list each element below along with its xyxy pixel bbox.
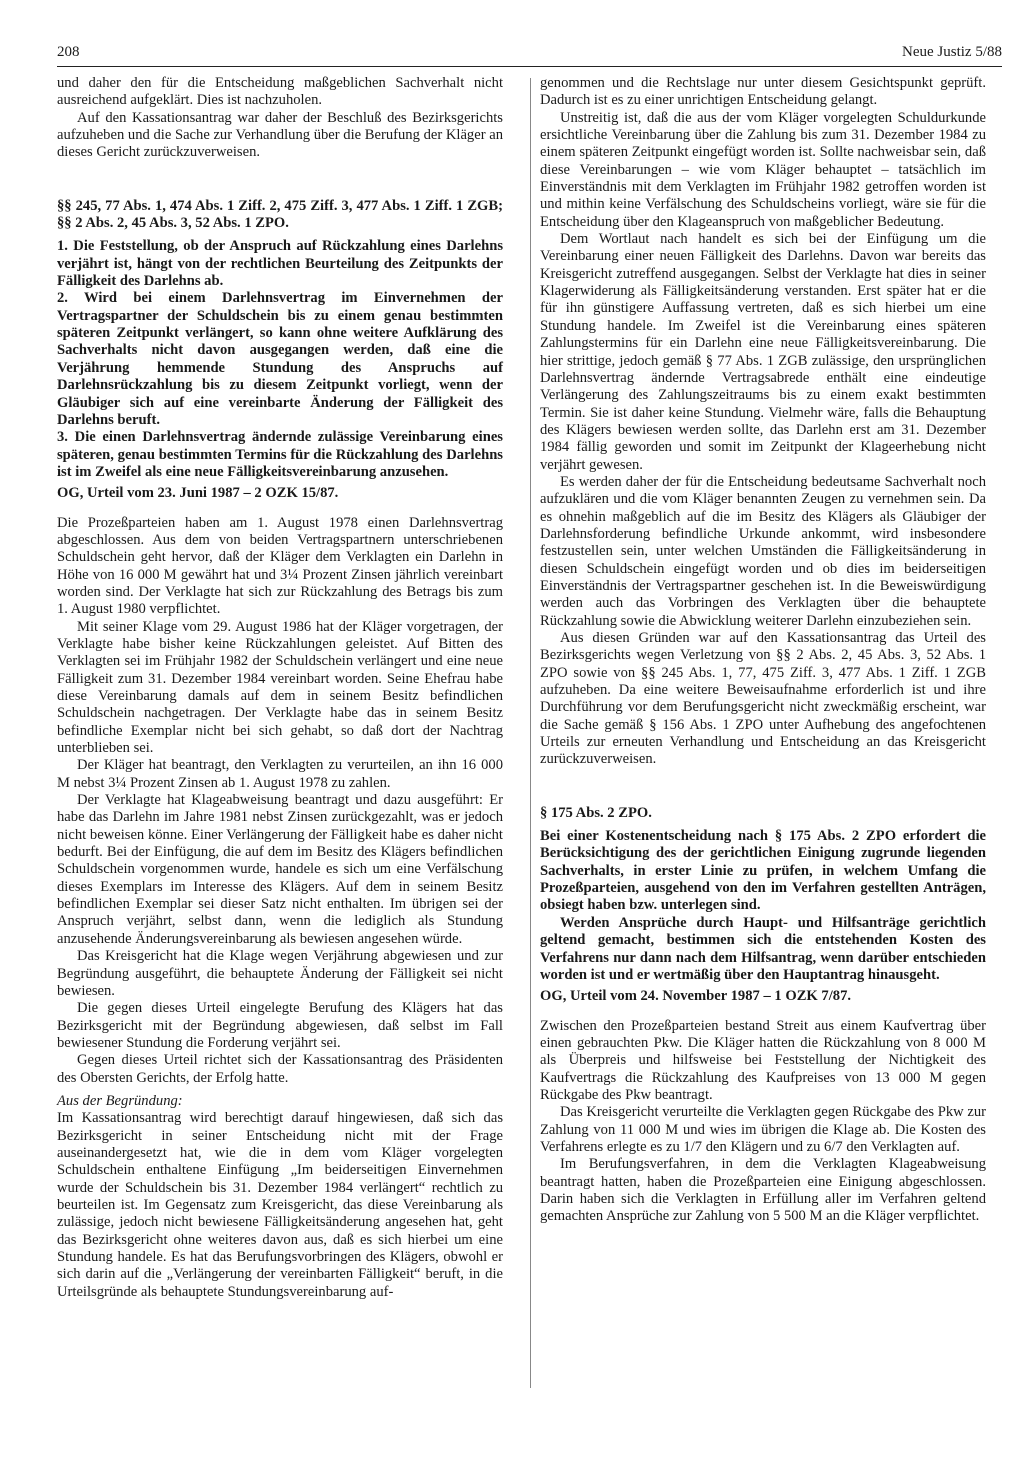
headnote: 3. Die einen Darlehnsvertrag ändernde zulässige Vereinbarung eines späteren, genau bestimmten Termins für die Rückzahlung des Darlehns ist im Zweifel als eine neue Fälligkeitsvereinbarung anzusehen.	[57, 429, 503, 480]
paragraph: genommen und die Rechtslage nur unter diesem Gesichtspunkt geprüft. Dadurch ist es zu einer unrichtigen Entscheidung gelangt.	[540, 75, 986, 109]
paragraph: Gegen dieses Urteil richtet sich der Kassationsantrag des Präsidenten des Obersten Gerichts, der Erfolg hatte.	[57, 1052, 503, 1086]
norm-citation: §§ 245, 77 Abs. 1, 474 Abs. 1 Ziff. 2, 475 Ziff. 3, 477 Abs. 1 Ziff. 1 ZGB; §§ 2 Abs. 2, 45 Abs. 3, 52 Abs. 1 ZPO.	[57, 197, 503, 232]
headnote: Werden Ansprüche durch Haupt- und Hilfsanträge gerichtlich geltend gemacht, bestimmen sich die entstehenden Kosten des Verfahrens nur dann nach dem Hilfsantrag, wenn darüber entschieden worden ist und er wertmäßig über den Hauptantrag hinausgeht.	[540, 914, 986, 983]
court-citation: OG, Urteil vom 24. November 1987 – 1 OZK 7/87.	[540, 988, 852, 1005]
court-citation: OG, Urteil vom 23. Juni 1987 – 2 OZK 15/87.	[57, 485, 339, 502]
paragraph: Es werden daher der für die Entscheidung bedeutsame Sachverhalt noch aufzuklären und die vom Kläger benannten Zeugen zu vernehmen sein. Da es ohnehin maßgeblich auf die im Besitz des Klägers als Gläubiger der Darlehnsforderung befindliche Urkunde ankommt, wird insbesondere festzustellen sein, unter welchen Umständen die Fälligkeitsänderung in diesen Schuldschein eingefügt worden und ob dies im beiderseitigen Einverständnis der Vertragspartner geschehen ist. In die Beweiswürdigung werden auch das Vorbringen des Verklagten über die behauptete Rückzahlung sowie die Abwicklung weiterer Darlehn einzubeziehen sein.	[540, 473, 986, 629]
page-number: 208	[57, 44, 80, 60]
paragraph: Unstreitig ist, daß die aus der vom Kläger vorgelegten Schuldurkunde ersichtliche Vereinbarung über die Zahlung bis zum 31. Dezember 1984 zu einem späteren Zeitpunkt eingefügt worden ist. Sollte nachweisbar sein, daß diese Vereinbarungen – wie vom Kläger behauptet – tatsächlich im Einverständnis mit dem Verklagten im Frühjahr 1982 getroffen worden ist und mithin keine Verfälschung des Schuldscheins vorliegt, wäre sie für die Entscheidung über den Klageanspruch von maßgeblicher Bedeutung.	[540, 109, 986, 230]
paragraph: und daher den für die Entscheidung maßgeblichen Sachverhalt nicht ausreichend aufgeklärt. Dies ist nachzuholen.	[57, 75, 503, 109]
paragraph: Aus diesen Gründen war auf den Kassationsantrag das Urteil des Bezirksgerichts wegen Verletzung von §§ 2 Abs. 2, 45 Abs. 3, 52 Abs. 1 ZPO sowie von §§ 245 Abs. 1, 77, 475 Ziff. 3, 477 Abs. 1 Ziff. 1 ZGB aufzuheben. Da eine weitere Beweisaufnahme erforderlich ist und ihre Durchführung vor dem Berufungsgericht nicht zweckmäßig erscheint, war die Sache gemäß § 156 Abs. 1 ZPO unter Aufhebung des angefochtenen Urteils zur erneuten Verhandlung und Entscheidung an das Kreisgericht zurückzuverweisen.	[540, 630, 986, 768]
paragraph: Auf den Kassationsantrag war daher der Beschluß des Bezirksgerichts aufzuheben und die Sache zur Verhandlung über die Berufung der Kläger an dieses Gericht zurückzuverweisen.	[57, 109, 503, 161]
page-header	[57, 30, 1002, 70]
left-column	[57, 75, 503, 1301]
paragraph: Im Kassationsantrag wird berechtigt darauf hingewiesen, daß sich das Bezirksgericht in seiner Entscheidung nicht mit der Frage auseinandergesetzt hat, wie die in dem vom Kläger vorgelegten Schuldschein enthaltene Einfügung „Im beiderseitigen Einvernehmen wurde der Schuldschein bis 31. Dezember 1984 verlängert“ rechtlich zu beurteilen ist. Im Gegensatz zum Kreisgericht, das diese Vereinbarung als zulässige, jedoch nicht bewiesene Fälligkeitsänderung angesehen hat, geht das Bezirksgericht ohne weiteres davon aus, daß es sich hierbei um eine Stundung handele. Es hat das Berufungsvorbringen des Klägers, obwohl er sich darin auf die „Verlängerung der vereinbarten Fälligkeit“ beruft, in die Urteilsgründe als behauptete Stundungsvereinbarung auf-	[57, 1110, 503, 1300]
paragraph: Dem Wortlaut nach handelt es sich bei der Einfügung um die Vereinbarung einer neuen Fälligkeit des Darlehns. Davon war bereits das Kreisgericht zutreffend ausgegangen. Selbst der Verklagte hat dies in seiner Klagerwiderung als Fälligkeitsänderung verstanden. Erst später hat er die für ihn günstigere Auffassung vertreten, daß es sich hierbei um eine Stundung handele. Im Zweifel ist die Vereinbarung eines späteren Zahlungstermins für ein Darlehn eine neue Fälligkeitsvereinbarung. Die hier strittige, jedoch gemäß § 77 Abs. 1 ZGB zulässige, den ursprünglichen Darlehnsvertrag ändernde Vertragsabrede enthält eine eindeutige Verlängerung des Zahlungszeitraums bis zu einem exakt bestimmten Termin. Sie ist daher keine Stundung. Vielmehr wäre, falls die Behauptung des Klägers bewiesen werden sollte, das Darlehn erst am 31. Dezember 1984 fällig geworden und somit im Zeitpunkt der Klageerhebung nicht verjährt gewesen.	[540, 231, 986, 473]
header-rule	[57, 66, 1002, 67]
paragraph: Die Prozeßparteien haben am 1. August 1978 einen Darlehnsvertrag abgeschlossen. Aus dem von beiden Vertragspartnern unterschriebenen Schuldschein geht hervor, daß der Kläger dem Verklagten ein Darlehn in Höhe von 16 000 M gewährt hat und 3¼ Prozent Zinsen jährlich vereinbart worden sind. Der Verklagte hat sich zur Rückzahlung des Betrags bis zum 1. August 1980 verpflichtet.	[57, 514, 503, 618]
right-column	[540, 75, 986, 1226]
paragraph: Zwischen den Prozeßparteien bestand Streit aus einem Kaufvertrag über einen gebrauchten Pkw. Die Kläger hatten die Rückzahlung von 8 000 M als Überpreis und hilfsweise bei Feststellung der Nichtigkeit des Kaufvertrags die Rückzahlung des Kaufpreises von 13 000 M gegen Rückgabe des Pkw beantragt.	[540, 1017, 986, 1103]
column-divider	[530, 78, 531, 1388]
journal-reference: Neue Justiz 5/88	[902, 44, 1002, 60]
paragraph: Die gegen dieses Urteil eingelegte Berufung des Klägers hat das Bezirksgericht mit der Begründung abgewiesen, daß selbst im Fall bewiesener Stundung die Forderung verjährt sei.	[57, 1000, 503, 1051]
paragraph: Das Kreisgericht hat die Klage wegen Verjährung abgewiesen und zur Begründung ausgeführt, die behauptete Änderung der Fälligkeit sei nicht bewiesen.	[57, 948, 503, 999]
paragraph: Im Berufungsverfahren, in dem die Verklagten Klageabweisung beantragt hatten, haben die Prozeßparteien eine Einigung abgeschlossen. Darin haben sich die Verklagten in Erfüllung aller im Verfahren geltend gemachten Ansprüche zur Zahlung von 5 500 M an die Kläger verpflichtet.	[540, 1156, 986, 1225]
headnote: 2. Wird bei einem Darlehnsvertrag im Einvernehmen der Vertragspartner der Schuldschein bis zu einem genau bestimmten späteren Zeitpunkt verlängert, so kann ohne weitere Aufklärung des Sachverhalts nicht davon ausgegangen werden, daß eine die Verjährung hemmende Stundung des Anspruchs auf Darlehnsrückzahlung bis zu diesem Zeitpunkt vorliegt, wenn der Gläubiger sich auf eine vereinbarte Änderung der Fälligkeit des Darlehns beruft.	[57, 290, 503, 428]
headnote: 1. Die Feststellung, ob der Anspruch auf Rückzahlung eines Darlehns verjährt ist, hängt von der rechtlichen Beurteilung des Zeitpunkts der Fälligkeit des Darlehns ab.	[57, 238, 503, 290]
paragraph: Der Kläger hat beantragt, den Verklagten zu verurteilen, an ihn 16 000 M nebst 3¼ Prozent Zinsen ab 1. August 1978 zu zahlen.	[57, 757, 503, 791]
paragraph: Der Verklagte hat Klageabweisung beantragt und dazu ausgeführt: Er habe das Darlehn im Jahre 1981 nebst Zinsen zurückgezahlt, was er jedoch nicht beweisen könne. Einer Verlängerung der Fälligkeit habe es daher nicht bedurft. Bei der Einfügung, die auf dem im Besitz des Klägers befindlichen Schuldschein vorgenommen wurde, handele es sich um eine Verfälschung dieses Exemplars im Interesse des Klägers. Auf dem in seinem Besitz befindlichen Exemplar sei dieser Satz nicht enthalten. Im übrigen sei der Anspruch verjährt, selbst dann, wenn die lediglich als Stundung anzusehende Änderungsvereinbarung als bewiesen angesehen würde.	[57, 792, 503, 947]
reasons-heading: Aus der Begründung:	[57, 1092, 183, 1109]
paragraph: Mit seiner Klage vom 29. August 1986 hat der Kläger vorgetragen, der Verklagte habe bisher keine Rückzahlungen geleistet. Auf Bitten des Verklagten sei im Frühjahr 1982 der Schuldschein verlängert und eine neue Fälligkeit zum 31. Dezember 1984 vereinbart worden. Seine Ehefrau habe diese Vereinbarung damals auf dem in seinem Besitz befindlichen Schuldschein nachgetragen. Der Verklagte habe das in seinem Besitz befindliche Exemplar nicht bei sich gehabt, so daß dort der Nachtrag unterblieben sei.	[57, 618, 503, 757]
norm-citation: § 175 Abs. 2 ZPO.	[540, 804, 652, 821]
headnote: Bei einer Kostenentscheidung nach § 175 Abs. 2 ZPO erfordert die Berücksichtigung des der gerichtlichen Einigung zugrunde liegenden Sachverhalts, in erster Linie zu prüfen, in welchem Umfang die Prozeßparteien, ausgehend von den im Verfahren gestellten Anträgen, obsiegt haben bzw. unterlegen sind.	[540, 828, 986, 914]
paragraph: Das Kreisgericht verurteilte die Verklagten gegen Rückgabe des Pkw zur Zahlung von 11 000 M und wies im übrigen die Klage ab. Die Kosten des Verfahrens erlegte es zu 1/7 den Klägern und zu 6/7 den Verklagten auf.	[540, 1104, 986, 1155]
